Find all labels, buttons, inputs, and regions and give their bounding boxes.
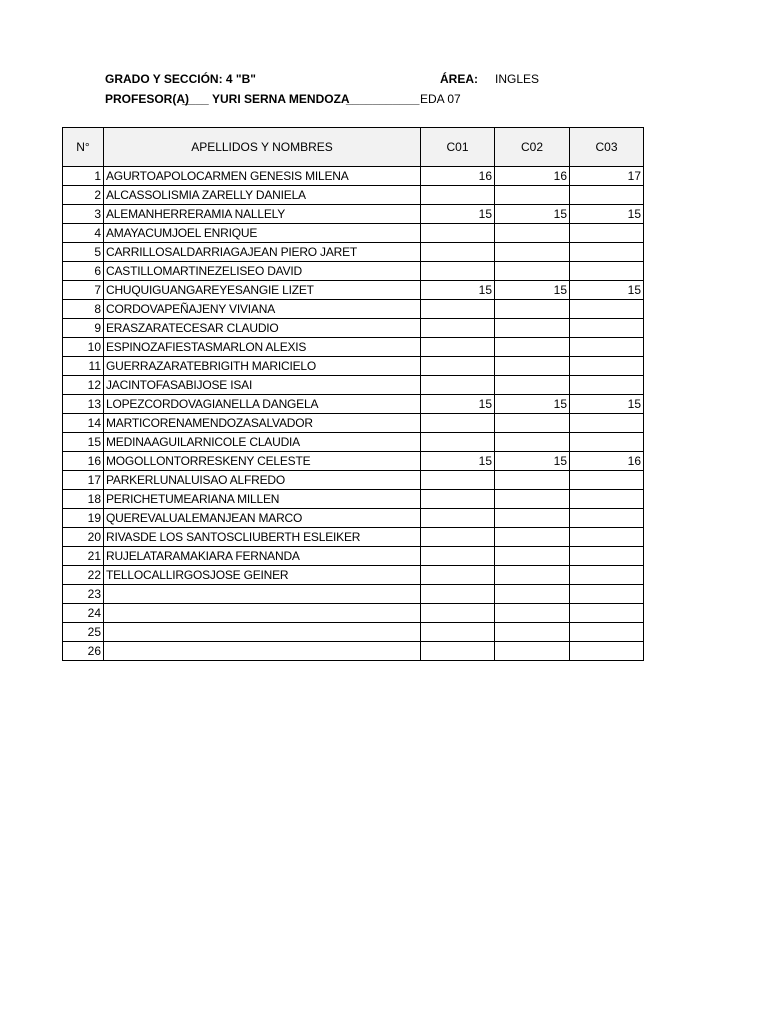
student-name: ESPINOZAFIESTASMARLON ALEXIS — [104, 338, 421, 357]
score-c01 — [421, 243, 495, 262]
score-c02 — [495, 509, 570, 528]
table-row — [63, 433, 644, 452]
row-number: 22 — [63, 566, 104, 585]
score-c03: 15 — [570, 395, 644, 414]
row-number: 1 — [63, 167, 104, 186]
score-c02 — [495, 224, 570, 243]
area-label: ÁREA: — [440, 72, 478, 86]
table-row — [63, 262, 644, 281]
row-number: 5 — [63, 243, 104, 262]
row-number: 3 — [63, 205, 104, 224]
row-number: 19 — [63, 509, 104, 528]
score-c01 — [421, 528, 495, 547]
table-row — [63, 357, 644, 376]
score-c02 — [495, 604, 570, 623]
score-c01 — [421, 509, 495, 528]
score-c01 — [421, 414, 495, 433]
score-c02 — [495, 414, 570, 433]
student-name: ERASZARATECESAR CLAUDIO — [104, 319, 421, 338]
score-c03 — [570, 566, 644, 585]
score-c03 — [570, 319, 644, 338]
table-row — [63, 205, 644, 224]
row-number: 25 — [63, 623, 104, 642]
table-row — [63, 186, 644, 205]
student-name — [104, 623, 421, 642]
student-name: RUJELATARAMAKIARA FERNANDA — [104, 547, 421, 566]
score-c02 — [495, 490, 570, 509]
score-c03 — [570, 604, 644, 623]
student-name: PARKERLUNALUISAO ALFREDO — [104, 471, 421, 490]
score-c01: 16 — [421, 167, 495, 186]
area-value: INGLES — [495, 72, 540, 86]
table-row — [63, 300, 644, 319]
score-c03 — [570, 509, 644, 528]
student-name: ALEMANHERRERAMIA NALLELY — [104, 205, 421, 224]
row-number: 15 — [63, 433, 104, 452]
row-number: 4 — [63, 224, 104, 243]
score-c02 — [495, 338, 570, 357]
score-c01: 15 — [421, 395, 495, 414]
row-number: 26 — [63, 642, 104, 661]
score-c02: 15 — [495, 452, 570, 471]
score-c01 — [421, 585, 495, 604]
table-row — [63, 319, 644, 338]
score-c03 — [570, 224, 644, 243]
score-c02 — [495, 262, 570, 281]
score-c02 — [495, 433, 570, 452]
row-number: 2 — [63, 186, 104, 205]
row-number: 6 — [63, 262, 104, 281]
table-row — [63, 452, 644, 471]
score-c03 — [570, 623, 644, 642]
score-c01 — [421, 604, 495, 623]
table-row — [63, 642, 644, 661]
score-c02 — [495, 186, 570, 205]
score-c03 — [570, 338, 644, 357]
row-number: 18 — [63, 490, 104, 509]
score-c01: 15 — [421, 281, 495, 300]
table-row — [63, 414, 644, 433]
score-c01 — [421, 623, 495, 642]
table-row — [63, 243, 644, 262]
table-row — [63, 167, 644, 186]
column-header-c01: C01 — [421, 128, 495, 167]
score-c02: 15 — [495, 281, 570, 300]
score-c01 — [421, 357, 495, 376]
table-row — [63, 509, 644, 528]
score-c03 — [570, 642, 644, 661]
score-c02 — [495, 357, 570, 376]
student-name: RIVASDE LOS SANTOSCLIUBERTH ESLEIKER — [104, 528, 421, 547]
score-c01 — [421, 186, 495, 205]
table-row — [63, 471, 644, 490]
score-c02 — [495, 528, 570, 547]
score-c02 — [495, 642, 570, 661]
student-name: CORDOVAPEÑAJENY VIVIANA — [104, 300, 421, 319]
table-row — [63, 490, 644, 509]
score-c02 — [495, 243, 570, 262]
eda-label: EDA 07 — [420, 92, 461, 106]
score-c01 — [421, 376, 495, 395]
score-c02 — [495, 376, 570, 395]
student-name: MEDINAAGUILARNICOLE CLAUDIA — [104, 433, 421, 452]
row-number: 21 — [63, 547, 104, 566]
table-row — [63, 281, 644, 300]
score-c03 — [570, 490, 644, 509]
score-c01 — [421, 471, 495, 490]
score-c03 — [570, 243, 644, 262]
score-c03 — [570, 433, 644, 452]
table-row — [63, 395, 644, 414]
row-number: 24 — [63, 604, 104, 623]
score-c03 — [570, 414, 644, 433]
table-row — [63, 585, 644, 604]
score-c02 — [495, 319, 570, 338]
score-c03: 17 — [570, 167, 644, 186]
score-c02 — [495, 623, 570, 642]
score-c01: 15 — [421, 452, 495, 471]
table-row — [63, 224, 644, 243]
student-name: CARRILLOSALDARRIAGAJEAN PIERO JARET — [104, 243, 421, 262]
table-row — [63, 528, 644, 547]
student-name: GUERRAZARATEBRIGITH MARICIELO — [104, 357, 421, 376]
score-c01 — [421, 300, 495, 319]
score-c03 — [570, 376, 644, 395]
row-number: 23 — [63, 585, 104, 604]
student-name — [104, 585, 421, 604]
student-name: CHUQUIGUANGAREYESANGIE LIZET — [104, 281, 421, 300]
score-c02 — [495, 547, 570, 566]
score-c02 — [495, 566, 570, 585]
student-name — [104, 604, 421, 623]
score-c03: 15 — [570, 205, 644, 224]
score-c01 — [421, 224, 495, 243]
profesor-fill-line: ____ — [182, 92, 209, 106]
grado-seccion-label: GRADO Y SECCIÓN: 4 "B" — [105, 72, 256, 86]
student-name: ALCASSOLISMIA ZARELLY DANIELA — [104, 186, 421, 205]
score-c01 — [421, 433, 495, 452]
table-row — [63, 547, 644, 566]
score-c01: 15 — [421, 205, 495, 224]
score-c02 — [495, 585, 570, 604]
grades-table — [62, 127, 644, 661]
table-row — [63, 338, 644, 357]
table-row — [63, 604, 644, 623]
student-name: CASTILLOMARTINEZELISEO DAVID — [104, 262, 421, 281]
score-c03: 16 — [570, 452, 644, 471]
student-name: LOPEZCORDOVAGIANELLA DANGELA — [104, 395, 421, 414]
table-row — [63, 376, 644, 395]
score-c02 — [495, 471, 570, 490]
column-header-c02: C02 — [495, 128, 570, 167]
score-c03 — [570, 585, 644, 604]
score-c03 — [570, 300, 644, 319]
student-name: PERICHETUMEARIANA MILLEN — [104, 490, 421, 509]
profesor-fill-line: ___________ — [346, 92, 420, 106]
student-name: QUEREVALUALEMANJEAN MARCO — [104, 509, 421, 528]
student-name: AMAYACUMJOEL ENRIQUE — [104, 224, 421, 243]
score-c01 — [421, 319, 495, 338]
student-name: TELLOCALLIRGOSJOSE GEINER — [104, 566, 421, 585]
score-c03: 15 — [570, 281, 644, 300]
row-number: 11 — [63, 357, 104, 376]
score-c03 — [570, 357, 644, 376]
profesor-label: PROFESOR(A) — [105, 92, 189, 106]
score-c01 — [421, 547, 495, 566]
row-number: 13 — [63, 395, 104, 414]
row-number: 14 — [63, 414, 104, 433]
row-number: 9 — [63, 319, 104, 338]
score-c01 — [421, 338, 495, 357]
score-c01 — [421, 262, 495, 281]
score-c02: 16 — [495, 167, 570, 186]
table-row — [63, 623, 644, 642]
score-c02: 15 — [495, 205, 570, 224]
row-number: 7 — [63, 281, 104, 300]
table-row — [63, 566, 644, 585]
student-name: MARTICORENAMENDOZASALVADOR — [104, 414, 421, 433]
score-c02: 15 — [495, 395, 570, 414]
score-c02 — [495, 300, 570, 319]
column-header-c03: C03 — [570, 128, 644, 167]
row-number: 8 — [63, 300, 104, 319]
profesor-name: YURI SERNA MENDOZA — [212, 92, 350, 106]
row-number: 17 — [63, 471, 104, 490]
score-c03 — [570, 262, 644, 281]
row-number: 20 — [63, 528, 104, 547]
student-name: JACINTOFASABIJOSE ISAI — [104, 376, 421, 395]
table-header-row — [63, 128, 644, 167]
row-number: 16 — [63, 452, 104, 471]
student-name: AGURTOAPOLOCARMEN GENESIS MILENA — [104, 167, 421, 186]
score-c03 — [570, 471, 644, 490]
row-number: 12 — [63, 376, 104, 395]
score-c03 — [570, 547, 644, 566]
row-number: 10 — [63, 338, 104, 357]
score-c03 — [570, 528, 644, 547]
student-name: MOGOLLONTORRESKENY CELESTE — [104, 452, 421, 471]
column-header-names: APELLIDOS Y NOMBRES — [104, 128, 421, 167]
score-c03 — [570, 186, 644, 205]
score-c01 — [421, 566, 495, 585]
score-c01 — [421, 642, 495, 661]
score-c01 — [421, 490, 495, 509]
student-name — [104, 642, 421, 661]
column-header-number: N° — [63, 128, 104, 167]
